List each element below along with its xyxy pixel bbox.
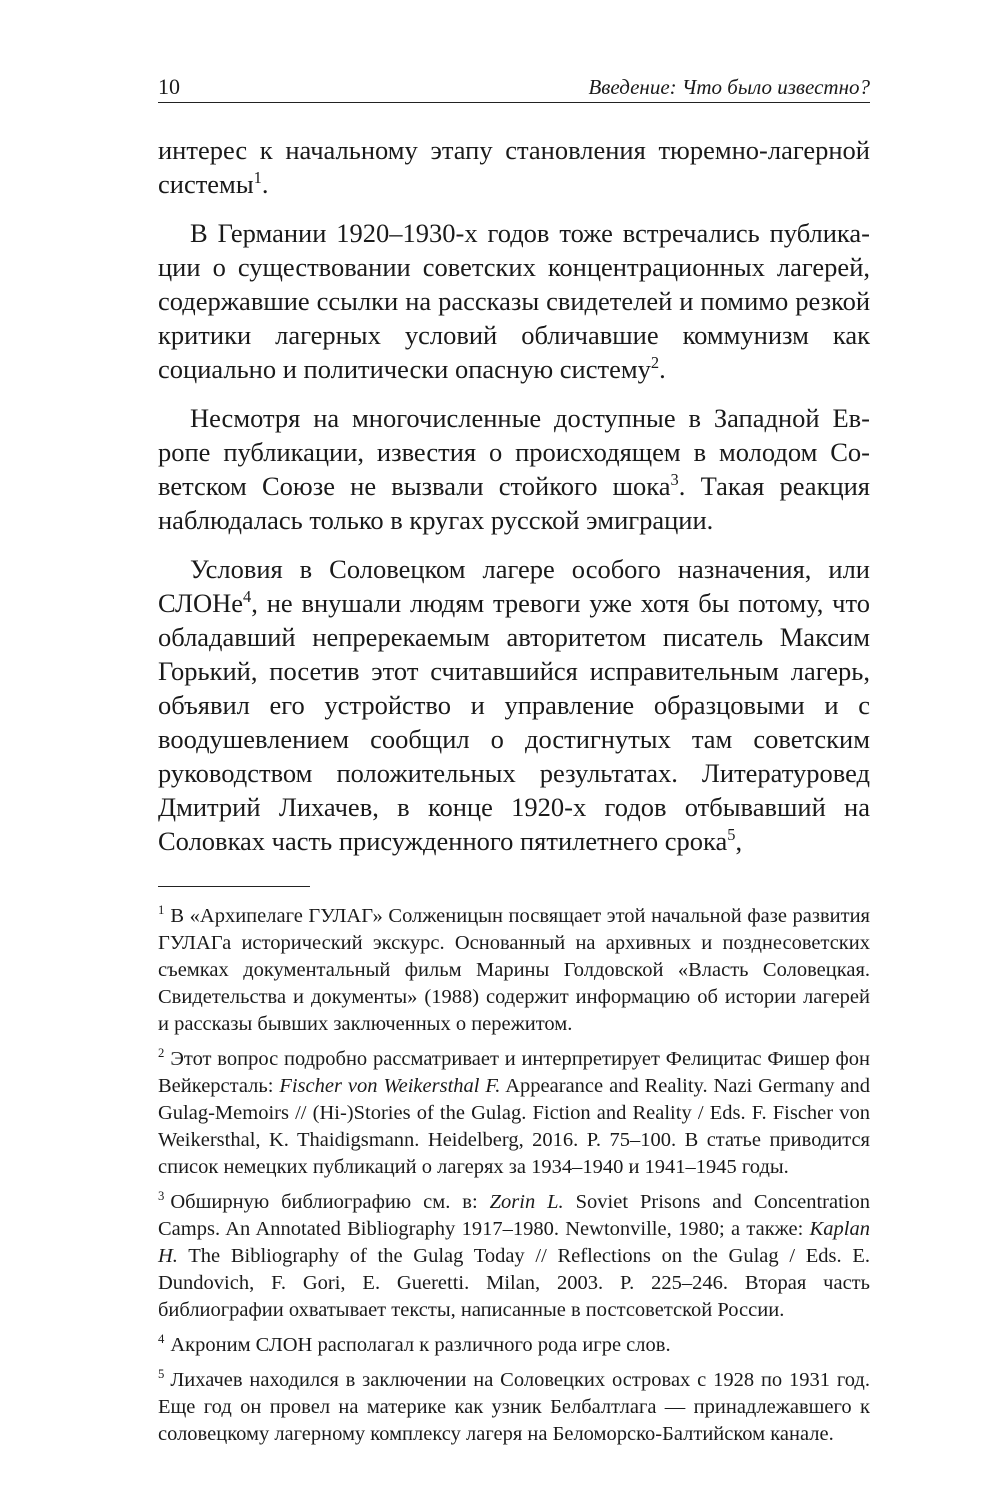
main-text (158, 133, 870, 858)
paragraph-text: В Германии 1920–1930-х годов тоже встречались публикации о существовании советских концентрационных лагерей, содержавшие ссылки на рассказы свидетелей и помимо резкой критики лагерных условий обличавшие коммунизм как социально и политически опасную систему (158, 218, 870, 384)
footnote-author: Zorin L. (489, 1191, 564, 1213)
footnote-ref-4[interactable]: 4 (243, 587, 252, 607)
paragraph-text: . (659, 354, 666, 384)
footnote-ref-2[interactable]: 2 (650, 353, 660, 373)
footnote-2 (158, 1046, 870, 1181)
footnote-text: Обширную библиографию см. в: (170, 1191, 490, 1213)
paragraph-text: Несмотря на многочисленные доступные в Западной Европе публикации, известия о происходящем в молодом Советском Союзе не вызвали стойкого шока (158, 403, 870, 501)
footnote-text: В «Архипелаге ГУЛАГ» Солженицын посвящает этой начальной фазе развития ГУЛАГа исторический экскурс. Основанный на архивных и позднесоветских съемках документальный фильм Марины Голдовской «Власть Соловецкая. Свидетельства и документы» (1988) содержит информацию об истории лагерей и рассказы бывших заключенных о пережитом. (158, 905, 870, 1035)
footnote-author: Kaplan H. (158, 1218, 870, 1267)
footnote-text: Soviet Prisons and Concentration Camps. An Annotated Bibliography 1917–1980. Newtonville, 1980; а также: (158, 1191, 870, 1240)
running-title: Введение: Что было известно? (588, 75, 870, 99)
footnote-4 (158, 1332, 870, 1359)
paragraph-text: . (261, 169, 269, 199)
book-page (158, 66, 870, 1456)
footnote-number: 4 (158, 1332, 165, 1347)
paragraph-1 (158, 133, 870, 201)
paragraph-text: . Такая реакция наблюдалась только в кругах русской эмиграции. (158, 471, 870, 535)
paragraph-text: , не внушали людям тревоги уже хотя бы потому, что обладавший непререкаемым авторитетом писатель Максим Горький, посетив этот считавшийся исправительным лагерь, объявил его устройство и управление образцовыми и с воодушевлением сообщил о достигнутых там советским руководством положительных результатах. Литературовед Дмитрий Лихачев, в конце 1920-х годов отбывавший на Соловках часть присужденного пятилетнего срока (158, 588, 870, 856)
paragraph-text: , (735, 826, 743, 856)
footnote-text: Лихачев находился в заключении на Соловецких островах с 1928 по 1931 год. Еще год он провел на материке как узник Белбалтлага — принадлежавшего к соловецкому лагерному комплексу лагеря на Беломорско-Балтийском канале. (158, 1369, 870, 1445)
footnote-3 (158, 1189, 870, 1324)
footnote-text: Appearance and Reality. Nazi Germany and Gulag-Memoirs // (Hi-)Stories of the Gulag. Fiction and Reality / Eds. F. Fischer von Weikersthal, K. Thaidigsmann. Heidelberg, 2016. P. 75–100. В статье приводится список немецких публикаций о лагерях за 1934–1940 и 1941–1945 годы. (158, 1075, 870, 1178)
paragraph-text: Условия в Соловецком лагере особого назначения, или СЛОНе (158, 554, 870, 618)
footnote-author: Fischer von Weikersthal F. (279, 1075, 501, 1097)
page-number: 10 (158, 74, 180, 99)
paragraph-2 (158, 216, 870, 386)
footnote-ref-3[interactable]: 3 (670, 470, 679, 490)
footnote-number: 3 (158, 1189, 165, 1204)
footnote-divider (158, 886, 310, 887)
footnotes (158, 903, 870, 1448)
paragraph-4 (158, 552, 870, 858)
footnote-number: 5 (158, 1367, 165, 1382)
paragraph-text: интерес к начальному этапу становления тюремно-лагерной системы (158, 135, 870, 199)
paragraph-3 (158, 401, 870, 537)
footnote-ref-1[interactable]: 1 (253, 168, 262, 188)
footnote-text: Этот вопрос подробно рассматривает и интерпретирует Фелицитас Фишер фон Вейкерсталь: (158, 1048, 870, 1097)
footnote-text: Акроним СЛОН располагал к различного рода игре слов. (170, 1334, 671, 1356)
footnote-text: The Bibliography of the Gulag Today // Reflections on the Gulag / Eds. E. Dundovich, F. Gori, E. Gueretti. Milan, 2003. P. 225–246. Вторая часть библиографии охватывает тексты, написанные в постсоветской России. (158, 1245, 870, 1321)
footnote-5 (158, 1367, 870, 1448)
footnote-number: 2 (158, 1046, 165, 1061)
running-header (158, 66, 870, 103)
footnote-ref-5[interactable]: 5 (727, 825, 736, 845)
footnote-1 (158, 903, 870, 1038)
footnote-number: 1 (158, 903, 165, 918)
